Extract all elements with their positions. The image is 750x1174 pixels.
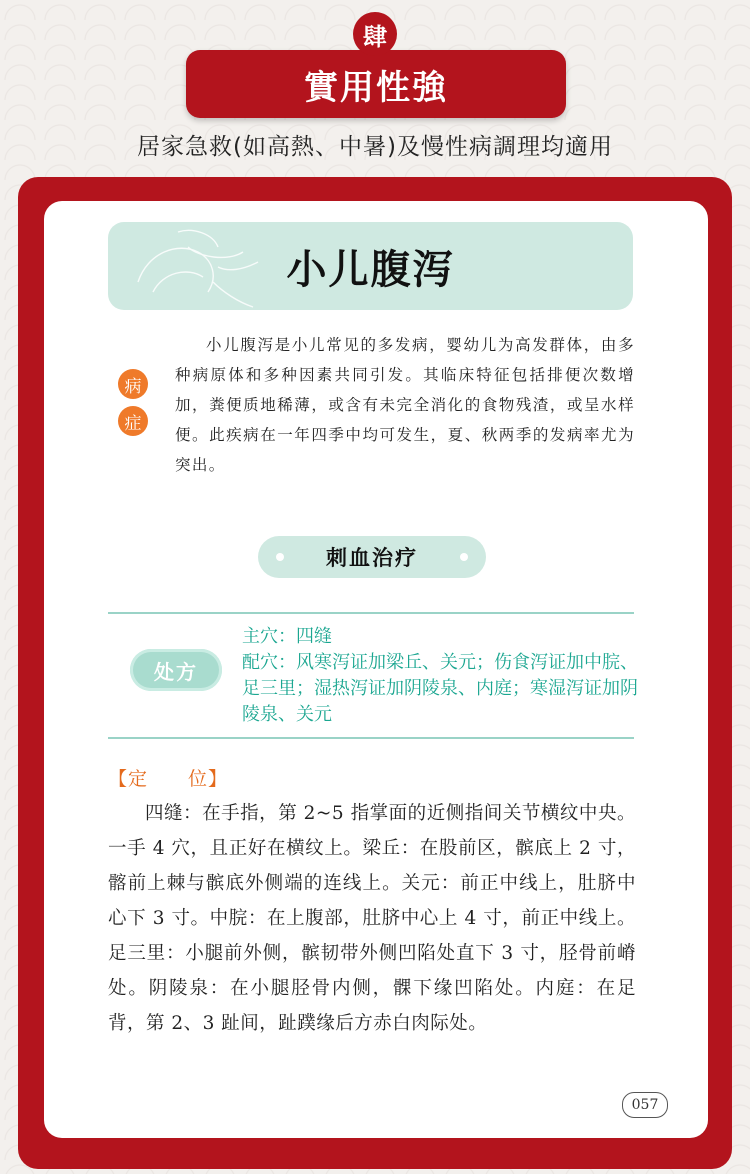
secondary-points: 配穴：风寒泻证加梁丘、关元；伤食泻证加中脘、足三里；湿热泻证加阴陵泉、内庭；寒湿泻证加阴陵泉、关元: [242, 652, 638, 725]
section-title: 實用性強: [304, 67, 448, 108]
page-number: 057: [622, 1092, 668, 1118]
therapy-title: 刺血治疗: [326, 546, 418, 570]
therapy-heading: [258, 536, 486, 578]
prescription-badge: 处方: [130, 649, 222, 691]
section-title-banner: [186, 50, 566, 118]
child-illustration-icon: [118, 222, 268, 310]
divider-bottom: [108, 737, 634, 739]
disease-title: 小儿腹泻: [286, 246, 455, 293]
prescription-text: [242, 624, 642, 728]
symptom-badge-1: 病: [118, 369, 148, 399]
disease-intro-text: 小儿腹泻是小儿常见的多发病，婴幼儿为高发群体，由多种病原体和多种因素共同引发。其临床特征包括排便次数增加，粪便质地稀薄，或含有未完全消化的食物残渣，或呈水样便。此疾病在一年四季中均可发生，夏、秋两季的发病率尤为突出。: [175, 336, 635, 474]
location-body: 四缝：在手指，第 2~5 指掌面的近侧指间关节横纹中央。一手 4 穴，且正好在横纹上。梁丘：在股前区，髌底上 2 寸，髂前上棘与髌底外侧端的连线上。关元：前正中线上，肚脐中心下 3 寸。中脘：在上腹部，肚脐中心上 4 寸，前正中线上。足三里：小腿前外侧，髌韧带外侧凹陷处直下 3 寸，胫骨前嵴处。阴陵泉：在小腿胫骨内侧，髁下缘凹陷处。内庭：在足背，第 2、3 趾间，趾蹼缘后方赤白肉际处。: [108, 803, 636, 1034]
section-subtitle: 居家急救(如高熱、中暑)及慢性病調理均適用: [137, 134, 613, 160]
dot-icon: [460, 553, 468, 561]
main-points: 主穴：四缝: [242, 626, 332, 647]
location-heading: 【定 位】: [108, 768, 229, 790]
divider-top: [108, 612, 634, 614]
symptom-badge-2: 症: [118, 406, 148, 436]
section-number-badge: 肆: [353, 12, 397, 56]
dot-icon: [276, 553, 284, 561]
disease-title-banner: [108, 222, 633, 310]
